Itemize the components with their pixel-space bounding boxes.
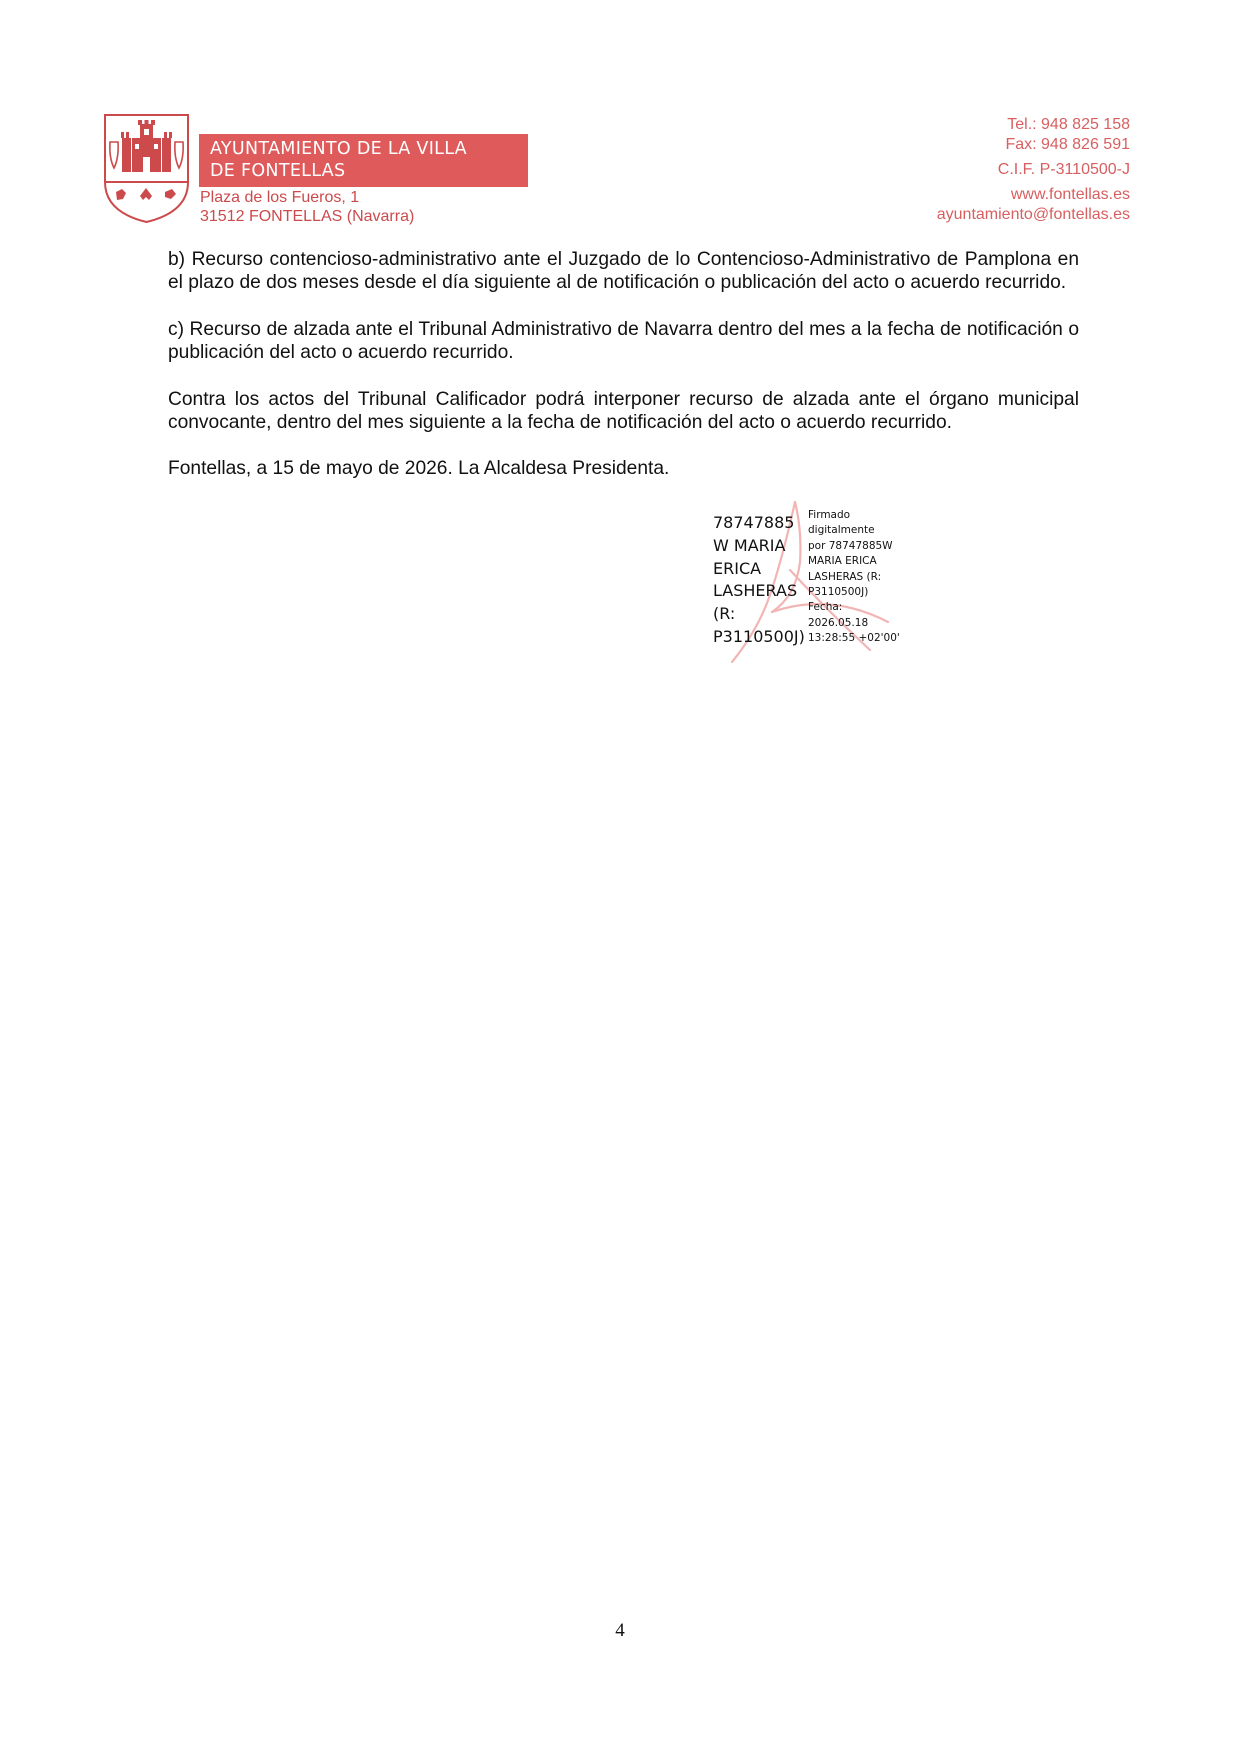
- paragraph-recurso-alzada: c) Recurso de alzada ante el Tribunal Administrativo de Navarra dentro del mes a la fecha de notificación o publicación del acto o acuerdo recurrido.: [168, 319, 1079, 363]
- address-city: 31512 FONTELLAS (Navarra): [200, 208, 415, 225]
- signature-detail-line: por 78747885W: [808, 539, 893, 552]
- signature-detail-line: Firmado: [808, 509, 851, 521]
- org-name-banner: [199, 134, 528, 187]
- contact-website: www.fontellas.es: [1010, 186, 1130, 203]
- paragraph-recurso-contencioso: b) Recurso contencioso-administrativo ante el Juzgado de lo Contencioso-Administrativo de Pamplona en el plazo de dos meses desde el día siguiente al de notificación o publicación del acto o acuerdo recurrido.: [168, 249, 1079, 293]
- signature-detail-line: Fecha:: [808, 601, 843, 614]
- signature-detail-line: LASHERAS (R:: [808, 570, 882, 583]
- signer-name-line: ERICA: [713, 558, 762, 578]
- signer-name-line: (R:: [713, 604, 736, 624]
- contact-cif: C.I.F. P-3110500-J: [997, 161, 1130, 178]
- page-number: 4: [615, 1620, 625, 1641]
- contact-fax: Fax: 948 826 591: [1005, 136, 1130, 153]
- signer-name-line: W MARIA: [713, 535, 786, 555]
- address-street: Plaza de los Fueros, 1: [200, 189, 360, 206]
- paragraph-tribunal-calificador: Contra los actos del Tribunal Calificador podrá interponer recurso de alzada ante el órgano municipal convocante, dentro del mes siguiente a la fecha de notificación del acto o acuerdo recurrido.: [168, 389, 1079, 433]
- signer-name-block: [713, 512, 808, 649]
- org-name-line2: DE FONTELLAS: [210, 161, 346, 181]
- signature-detail-line: 13:28:55 +02'00': [808, 632, 900, 645]
- signature-details: [808, 508, 918, 647]
- fontellas-coat-of-arms-icon: [102, 112, 191, 224]
- contact-email: ayuntamiento@fontellas.es: [936, 206, 1130, 223]
- signature-detail-line: MARIA ERICA: [808, 555, 877, 568]
- closing-line: Fontellas, a 15 de mayo de 2026. La Alcaldesa Presidenta.: [168, 458, 670, 479]
- org-name-line1: AYUNTAMIENTO DE LA VILLA: [210, 139, 467, 159]
- signature-detail-line: 2026.05.18: [808, 616, 869, 629]
- signer-name-line: P3110500J): [713, 626, 805, 646]
- signer-name-line: 78747885: [713, 513, 795, 532]
- signer-name-line: LASHERAS: [713, 581, 798, 601]
- signature-detail-line: digitalmente: [808, 524, 875, 537]
- signature-detail-line: P3110500J): [808, 586, 869, 599]
- contact-phone: Tel.: 948 825 158: [1007, 116, 1130, 133]
